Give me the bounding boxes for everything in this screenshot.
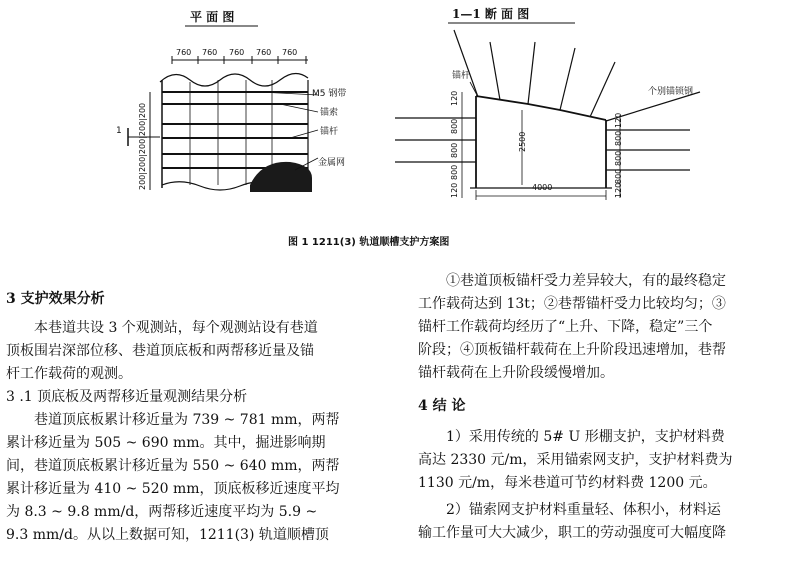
- paragraph-line: 间，巷道顶底板累计移近量为 550 ~ 640 mm，两帮: [6, 458, 340, 474]
- paragraph-line: 为 8.3 ~ 9.8 mm/d，两帮移近速度平均为 5.9 ~: [6, 504, 318, 520]
- paragraph-line: 巷道顶底板累计移近量为 739 ~ 781 mm，两帮: [34, 412, 340, 428]
- paragraph-line: 锚杆工作载荷均经历了“上升、下降，稳定”三个: [418, 319, 713, 335]
- left-dim-3: 800: [450, 142, 459, 158]
- left-dim-5: 120: [450, 182, 459, 198]
- right-dim-5: 120: [614, 182, 623, 198]
- label-mesh: 金属网: [318, 158, 346, 168]
- section-height: 2500: [518, 131, 527, 152]
- paragraph-line: 工作载荷达到 13t；②巷帮锚杆受力比较均匀；③: [418, 296, 726, 312]
- plan-left-dims: 200|200|200|200|200: [138, 102, 147, 190]
- paragraph-line: 2）锚索网支护材料重量轻、体积小，材料运: [446, 502, 721, 518]
- plan-spacing-3: 760: [229, 48, 245, 57]
- right-dim-2: 800: [614, 130, 623, 146]
- paragraph-line: 9.3 mm/d。从以上数据可知，1211(3) 轨道顺槽顶: [6, 527, 329, 543]
- paragraph-line: 锚杆载荷在上升阶段缓慢增加。: [418, 365, 614, 381]
- left-dim-1: 120: [450, 90, 459, 106]
- subsection-heading: 3 .1 顶底板及两帮移近量观测结果分析: [6, 389, 248, 405]
- label-bolt-plan: 锚杆: [320, 127, 339, 137]
- section3-heading: 3 支护效果分析: [6, 291, 105, 307]
- paragraph-line: 累计移近量为 505 ~ 690 mm。其中，掘进影响期: [6, 435, 326, 451]
- label-cable: 锚索: [320, 108, 339, 118]
- left-dim-4: 800: [450, 164, 459, 180]
- paragraph-line: 1）采用传统的 5# U 形棚支护，支护材料费: [446, 429, 725, 445]
- section-title: 1—1 断 面 图: [452, 7, 530, 21]
- right-dim-3: 800: [614, 150, 623, 166]
- paragraph-line: ①巷道顶板锚杆受力差异较大，有的最终稳定: [446, 273, 726, 289]
- section-width: 4000: [532, 183, 553, 192]
- right-dim-1: 120: [614, 112, 623, 128]
- plan-spacing-1: 760: [176, 48, 192, 57]
- plan-spacing-2: 760: [202, 48, 218, 57]
- label-bolt-section: 锚杆: [452, 71, 471, 81]
- paragraph-line: 阶段；④顶板锚杆载荷在上升阶段迅速增加，巷帮: [418, 342, 726, 358]
- left-dim-2: 800: [450, 118, 459, 134]
- right-column: [418, 270, 796, 545]
- paragraph-line: 1130 元/m，每米巷道可节约材料费 1200 元。: [418, 475, 717, 491]
- plan-spacing-4: 760: [256, 48, 272, 57]
- paragraph: 本巷道共设 3 个观测站，每个观测站设有巷道: [34, 320, 318, 336]
- figure-caption: 图 1 1211(3) 轨道顺槽支护方案图: [288, 237, 450, 248]
- plan-title: 平 面 图: [190, 10, 235, 24]
- paragraph-line: 杆工作载荷的观测。: [6, 366, 132, 382]
- left-column: [6, 288, 392, 547]
- paragraph-line: 顶板围岩深部位移、巷道顶底板和两帮移近量及锚: [6, 343, 314, 359]
- label-steel-belt: M5 钢带: [312, 89, 347, 99]
- figure: [0, 0, 800, 255]
- paragraph-line: 高达 2330 元/m，采用锚索网支护，支护材料费为: [418, 452, 733, 468]
- paragraph-line: 输工作量可大大减少，职工的劳动强度可大幅度降: [418, 525, 726, 541]
- section4-heading: 4 结 论: [418, 398, 466, 414]
- right-dim-4: 800: [614, 168, 623, 184]
- section-marker: 1: [116, 126, 122, 136]
- paragraph-line: 累计移近量为 410 ~ 520 mm，顶底板移近速度平均: [6, 481, 340, 497]
- plan-spacing-5: 760: [282, 48, 298, 57]
- label-anchor-cable: 个别锚锁钢: [648, 87, 694, 97]
